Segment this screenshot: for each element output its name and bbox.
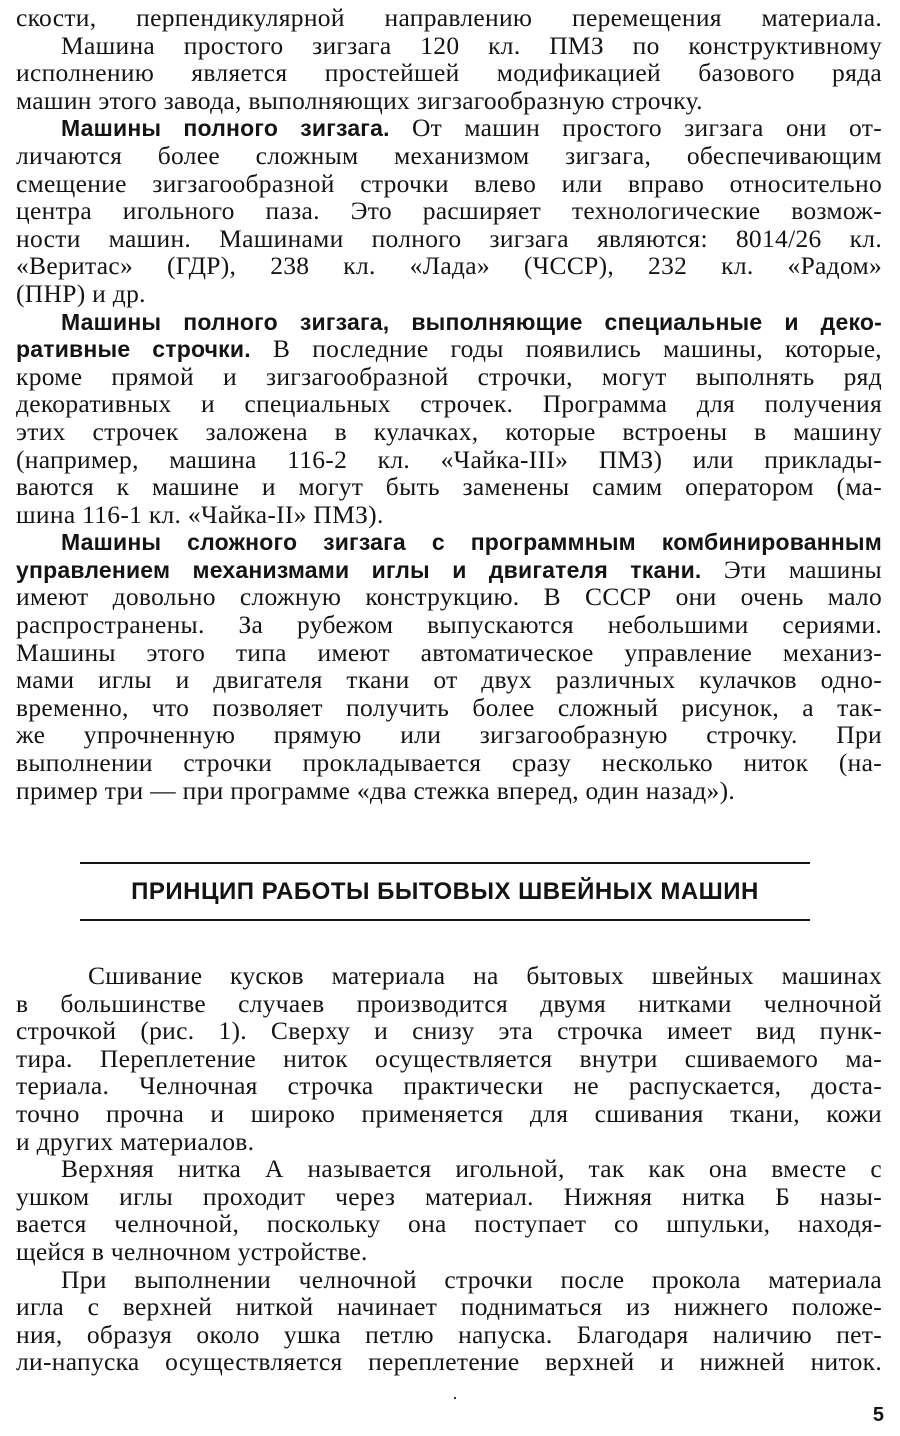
page-dot: · — [452, 1388, 458, 1408]
text-line — [16, 59, 882, 87]
line-text: игла с верхней ниткой начинает подниматься из нижнего положе- — [16, 1292, 882, 1322]
line-text: щейся в челночном устройстве. — [16, 1236, 368, 1266]
text-line — [16, 1348, 882, 1376]
line-text: При выполнении челночной строчки после прокола материала — [61, 1264, 882, 1294]
text-line — [16, 335, 882, 363]
line-text: временно, что позволяет получить более сложный рисунок, а так- — [16, 692, 882, 722]
text-line — [16, 556, 882, 584]
bold-lead-text: Машины полного зигзага. — [61, 115, 390, 142]
line-text: строчкой (рис. 1). Сверху и снизу эта строчка имеет вид пунк- — [16, 1016, 882, 1046]
text-line — [16, 1293, 882, 1321]
line-text: (например, машина 116-2 кл. «Чайка-III» ПМЗ) или приклады- — [16, 444, 882, 474]
text-line — [16, 749, 882, 777]
line-text: мами иглы и двигателя ткани от двух различных кулачков одно- — [16, 665, 882, 695]
line-text: кроме прямой и зигзагообразной строчки, могут выполнять ряд — [16, 361, 882, 391]
text-line — [16, 583, 882, 611]
line-text: распространены. За рубежом выпускаются небольшими сериями. — [16, 610, 882, 640]
text-line — [16, 1266, 882, 1294]
text-line — [16, 418, 882, 446]
text-line — [16, 114, 882, 142]
line-text: (ПНР) и др. — [16, 278, 146, 308]
text-line — [16, 1210, 882, 1238]
line-text: ния, образуя около ушка петлю напуска. Благодаря наличию пет- — [16, 1319, 882, 1349]
line-text: декоративных и специальных строчек. Программа для получения — [16, 389, 882, 419]
text-line — [16, 1128, 882, 1156]
line-text: ушком иглы проходит через материал. Нижняя нитка Б назы- — [16, 1181, 882, 1211]
text-line — [16, 990, 882, 1018]
text-line — [16, 1072, 882, 1100]
text-line — [16, 611, 882, 639]
line-text: машин этого завода, выполняющих зигзагообразную строчку. — [16, 85, 703, 115]
line-text: центра игольного паза. Это расширяет технологические возмож- — [16, 196, 882, 226]
text-line — [16, 252, 882, 280]
text-line — [16, 1238, 882, 1266]
text-line — [16, 308, 882, 336]
text-line — [16, 390, 882, 418]
line-text: скости, перпендикулярной направлению перемещения материала. — [16, 3, 882, 32]
text-line — [16, 694, 882, 722]
text-line — [16, 446, 882, 474]
text-line — [16, 1017, 882, 1045]
text-line — [16, 1155, 882, 1183]
line-text: Эти машины — [723, 554, 882, 584]
line-text: вается челночной, поскольку она поступает со шпульки, находя- — [16, 1209, 882, 1239]
line-text: Верхняя нитка А называется игольной, так как она вместе с — [61, 1154, 882, 1184]
line-text: личаются более сложным механизмом зигзага, обеспечивающим — [16, 140, 882, 170]
line-text: териала. Челночная строчка практически не распускается, доста- — [16, 1071, 882, 1101]
line-text: и других материалов. — [16, 1126, 255, 1156]
text-line — [16, 87, 882, 115]
section-heading-block — [80, 862, 810, 921]
line-text: От машин простого зигзага они от- — [411, 113, 882, 143]
bold-lead-text: Машины полного зигзага, выполняющие специальные и деко- — [61, 308, 882, 335]
line-text: тира. Переплетение ниток осуществляется внутри сшиваемого ма- — [16, 1043, 882, 1073]
text-line — [16, 1100, 882, 1128]
bold-lead-text: Машины сложного зигзага с программным комбинированным — [61, 529, 882, 556]
line-text: Машина простого зигзага 120 кл. ПМЗ по конструктивному — [61, 30, 882, 60]
text-line — [16, 142, 882, 170]
bold-lead-text: ративные строчки. — [16, 336, 251, 363]
line-text: Сшивание кусков материала на бытовых швейных машинах — [88, 961, 882, 990]
text-line — [16, 225, 882, 253]
text-line — [16, 777, 882, 805]
line-text: шина 116-1 кл. «Чайка-II» ПМЗ). — [16, 499, 384, 529]
line-text: этих строчек заложена в кулачках, которые встроены в машину — [16, 416, 882, 446]
text-line — [16, 1183, 882, 1211]
line-text: В последние годы появились машины, которые, — [272, 334, 882, 364]
top-text-block — [16, 4, 882, 804]
text-line — [16, 666, 882, 694]
text-line — [16, 1045, 882, 1073]
line-text: смещение зигзагообразной строчки влево или вправо относительно — [16, 168, 882, 198]
section-heading: ПРИНЦИП РАБОТЫ БЫТОВЫХ ШВЕЙНЫХ МАШИН — [131, 878, 759, 905]
text-line — [16, 4, 882, 32]
line-text: выполнении строчки прокладывается сразу несколько ниток (на- — [16, 748, 882, 778]
heading-bottom-rule — [80, 919, 810, 921]
text-line — [16, 32, 882, 60]
line-text: в большинстве случаев производится двумя нитками челночной — [16, 988, 882, 1018]
page-number: 5 — [872, 1404, 884, 1426]
bottom-text-block — [16, 962, 882, 1376]
text-line — [16, 528, 882, 556]
bold-lead-text: управлением механизмами иглы и двигателя ткани. — [16, 556, 702, 583]
text-line — [16, 363, 882, 391]
text-line — [16, 501, 882, 529]
text-line — [16, 639, 882, 667]
line-text: исполнению является простейшей модификацией базового ряда — [16, 58, 882, 88]
line-text: же упрочненную прямую или зигзагообразную строчку. При — [16, 720, 882, 750]
text-line — [16, 962, 882, 990]
line-text: «Веритас» (ГДР), 238 кл. «Лада» (ЧССР), 232 кл. «Радом» — [16, 251, 882, 281]
line-text: Машины этого типа имеют автоматическое управление механиз- — [16, 637, 882, 667]
text-line — [16, 721, 882, 749]
text-line — [16, 197, 882, 225]
line-text: пример три — при программе «два стежка вперед, один назад»). — [16, 775, 736, 805]
text-line — [16, 473, 882, 501]
line-text: точно прочна и широко применяется для сшивания ткани, кожи — [16, 1098, 882, 1128]
text-line — [16, 170, 882, 198]
line-text: ли-напуска осуществляется переплетение верхней и нижней ниток. — [16, 1347, 882, 1377]
line-text: ваются к машине и могут быть заменены самим оператором (ма- — [16, 472, 882, 502]
line-text: ности машин. Машинами полного зигзага являются: 8014/26 кл. — [16, 223, 882, 253]
text-line — [16, 1321, 882, 1349]
text-line — [16, 280, 882, 308]
line-text: имеют довольно сложную конструкцию. В СССР они очень мало — [16, 582, 882, 612]
